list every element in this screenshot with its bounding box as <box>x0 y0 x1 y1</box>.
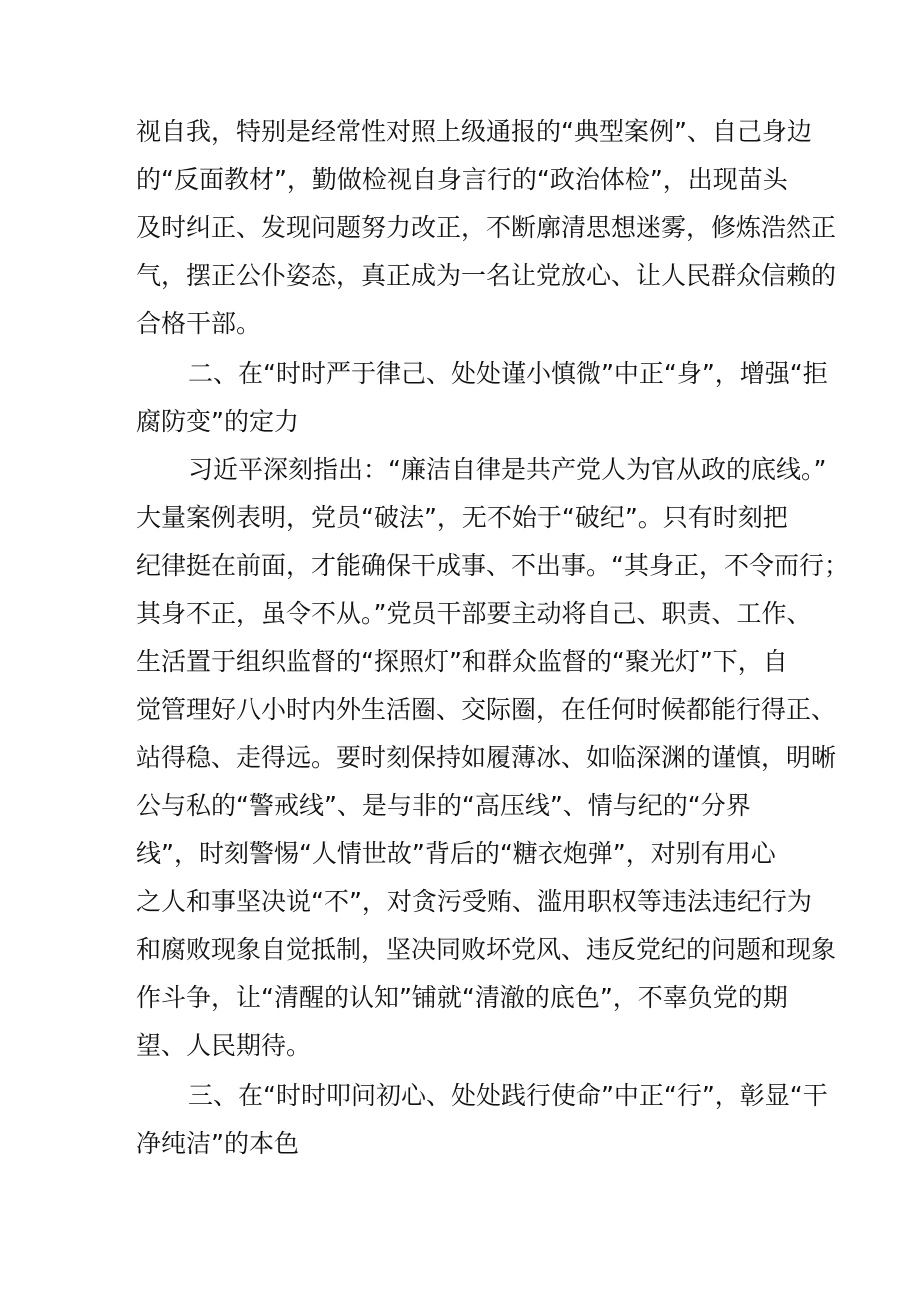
text-line-19: 作斗争，让“清醒的认知”铺就“清澈的底色”，不辜负党的期 <box>136 983 788 1012</box>
text-line-13: 觉管理好八小时内外生活圈、交际圈，在任何时候都能行得正、 <box>136 695 837 724</box>
text-line-15: 公与私的“警戒线”、是与非的“高压线”、情与纪的“分界 <box>136 791 751 820</box>
text-line-10: 纪律挺在前面，才能确保干成事、不出事。“其身正，不令而行； <box>136 551 849 580</box>
text-line-12: 生活置于组织监督的“探照灯”和群众监督的“聚光灯”下，自 <box>136 647 788 676</box>
text-line-4: 气，摆正公仆姿态，真正成为一名让党放心、让人民群众信赖的 <box>136 261 837 290</box>
text-line-9: 大量案例表明，党员“破法”，无不始于“破纪”。只有时刻把 <box>136 503 788 532</box>
text-line-5: 合格干部。 <box>136 309 262 338</box>
text-line-14: 站得稳、走得远。要时刻保持如履薄冰、如临深渊的谨慎，明晰 <box>136 743 837 772</box>
text-line-2: 的“反面教材”，勤做检视自身言行的“政治体检”，出现苗头 <box>136 165 788 194</box>
text-line-17: 之人和事坚决说“不”，对贪污受贿、滥用职权等违法违纪行为 <box>136 887 812 916</box>
section-heading-3: 三、在“时时叩问初心、处处践行使命”中正“行”，彰显“干 <box>188 1081 828 1110</box>
text-line-18: 和腐败现象自觉抵制，坚决同败坏党风、违反党纪的问题和现象 <box>136 935 837 964</box>
text-line-20: 望、人民期待。 <box>136 1031 312 1060</box>
text-line-11: 其身不正，虽令不从。”党员干部要主动将自己、职责、工作、 <box>136 599 812 628</box>
text-line-8: 习近平深刻指出：“廉洁自律是共产党人为官从政的底线。” <box>188 455 827 484</box>
section-heading-2-cont: 腐防变”的定力 <box>136 407 299 436</box>
text-line-16: 线”，时刻警惕“人情世故”背后的“糖衣炮弹”，对别有用心 <box>136 839 776 868</box>
text-line-1: 视自我，特别是经常性对照上级通报的“典型案例”、自己身边 <box>136 117 812 146</box>
section-heading-2: 二、在“时时严于律己、处处谨小慎微”中正“身”，增强“拒 <box>188 359 828 388</box>
text-line-3: 及时纠正、发现问题努力改正，不断廓清思想迷雾，修炼浩然正 <box>136 213 837 242</box>
section-heading-3-cont: 净纯洁”的本色 <box>136 1129 299 1158</box>
